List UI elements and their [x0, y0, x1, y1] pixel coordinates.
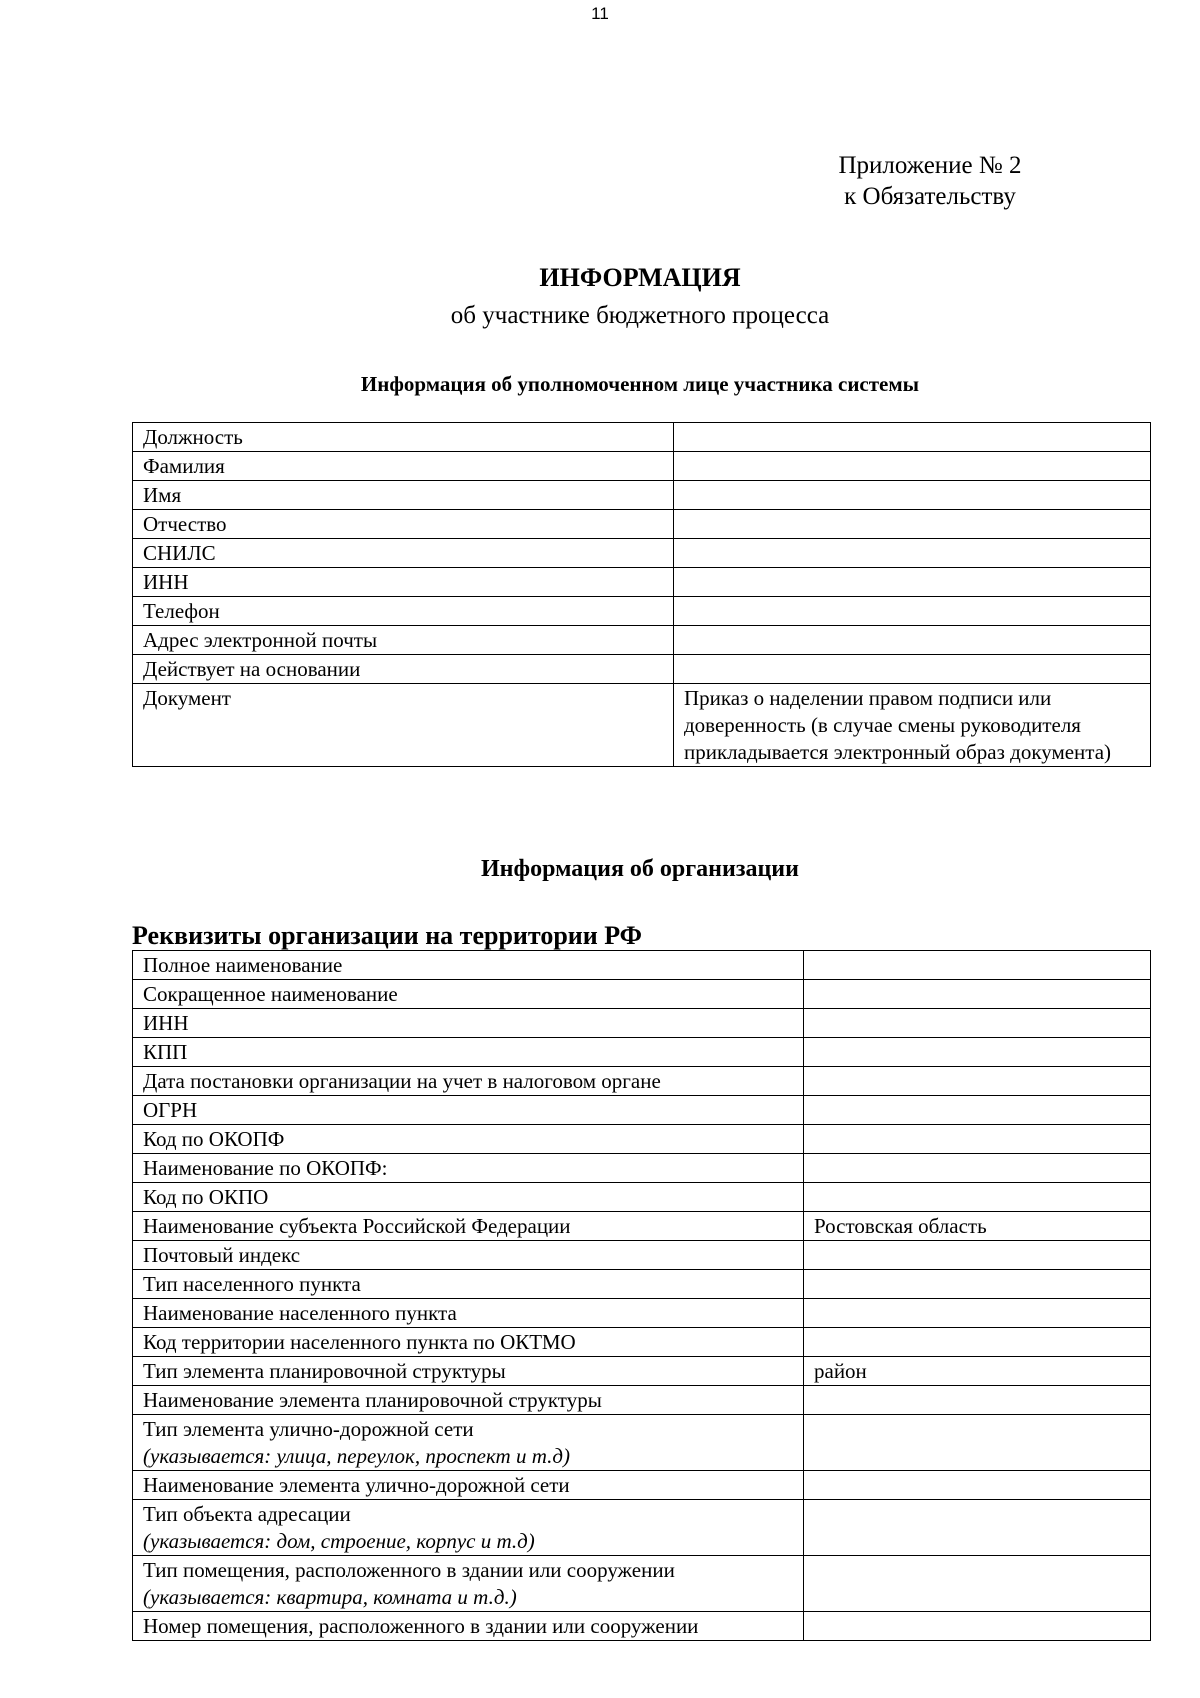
field-value	[674, 481, 1151, 510]
field-label: Отчество	[133, 510, 674, 539]
table-row	[133, 1009, 1151, 1038]
field-value	[804, 1500, 1151, 1556]
table-row	[133, 510, 1151, 539]
field-label: Документ	[133, 684, 674, 767]
field-label-cell	[133, 1009, 804, 1038]
field-value	[804, 1154, 1151, 1183]
table-row	[133, 1328, 1151, 1357]
table-row	[133, 1415, 1151, 1471]
field-value	[674, 423, 1151, 452]
field-label: Тип элемента планировочной структуры	[143, 1359, 506, 1383]
field-label: ОГРН	[143, 1098, 198, 1122]
field-note: (указывается: дом, строение, корпус и т.д)	[143, 1529, 535, 1553]
field-label: Код территории населенного пункта по ОКТМО	[143, 1330, 576, 1354]
field-value	[804, 1125, 1151, 1154]
field-value	[674, 539, 1151, 568]
field-label-cell	[133, 980, 804, 1009]
field-label-cell	[133, 1328, 804, 1357]
field-label-cell	[133, 1299, 804, 1328]
table-row	[133, 481, 1151, 510]
table-row	[133, 1612, 1151, 1641]
table-row	[133, 684, 1151, 767]
field-label-cell	[133, 1386, 804, 1415]
table-row	[133, 951, 1151, 980]
field-label-cell	[133, 1096, 804, 1125]
field-label: Тип элемента улично-дорожной сети	[143, 1417, 474, 1441]
field-value	[804, 1556, 1151, 1612]
authorized-person-table	[132, 422, 1151, 767]
field-label: Наименование по ОКОПФ:	[143, 1156, 388, 1180]
field-value	[804, 1183, 1151, 1212]
field-label: Наименование субъекта Российской Федерации	[143, 1214, 571, 1238]
field-label-cell	[133, 1500, 804, 1556]
field-label: Тип населенного пункта	[143, 1272, 361, 1296]
table-row	[133, 1154, 1151, 1183]
field-label-cell	[133, 1183, 804, 1212]
field-label-cell	[133, 1415, 804, 1471]
field-value	[804, 1241, 1151, 1270]
field-label: Код по ОКПО	[143, 1185, 269, 1209]
field-label: Полное наименование	[143, 953, 343, 977]
field-label-cell	[133, 1270, 804, 1299]
field-label-cell	[133, 1241, 804, 1270]
field-label: Должность	[133, 423, 674, 452]
field-label: КПП	[143, 1040, 188, 1064]
field-label: Дата постановки организации на учет в налоговом органе	[143, 1069, 661, 1093]
field-label: СНИЛС	[133, 539, 674, 568]
table-row	[133, 655, 1151, 684]
appendix-line-1: Приложение № 2	[838, 152, 1022, 179]
table-row	[133, 626, 1151, 655]
field-value	[674, 597, 1151, 626]
field-value	[804, 1299, 1151, 1328]
appendix-header	[800, 150, 1060, 212]
field-label-cell	[133, 1154, 804, 1183]
field-value	[804, 1270, 1151, 1299]
field-label: Наименование элемента планировочной структуры	[143, 1388, 602, 1412]
field-value	[804, 1096, 1151, 1125]
field-label-cell	[133, 1612, 804, 1641]
field-label: Фамилия	[133, 452, 674, 481]
table-row	[133, 1038, 1151, 1067]
field-label: Имя	[133, 481, 674, 510]
field-value	[674, 626, 1151, 655]
field-label: ИНН	[133, 568, 674, 597]
table-row	[133, 1096, 1151, 1125]
field-label: Код по ОКОПФ	[143, 1127, 285, 1151]
field-label-cell	[133, 1125, 804, 1154]
table-row	[133, 539, 1151, 568]
field-value	[804, 1612, 1151, 1641]
table-row	[133, 1556, 1151, 1612]
field-label-cell	[133, 1067, 804, 1096]
field-label: Сокращенное наименование	[143, 982, 398, 1006]
page-number: 11	[591, 4, 609, 23]
field-label: ИНН	[143, 1011, 189, 1035]
field-value	[804, 1009, 1151, 1038]
field-label: Действует на основании	[133, 655, 674, 684]
organization-requisites-table	[132, 950, 1151, 1641]
appendix-line-2: к Обязательству	[844, 183, 1016, 210]
field-label: Тип объекта адресации	[143, 1502, 351, 1526]
field-note: (указывается: улица, переулок, проспект и т.д)	[143, 1444, 570, 1468]
field-label-cell	[133, 1357, 804, 1386]
table-row	[133, 980, 1151, 1009]
field-label: Телефон	[133, 597, 674, 626]
table-row	[133, 1067, 1151, 1096]
field-label: Номер помещения, расположенного в здании или сооружении	[143, 1614, 699, 1638]
field-value	[804, 1328, 1151, 1357]
table-row	[133, 1270, 1151, 1299]
field-value	[674, 568, 1151, 597]
organization-heading: Информация об организации	[481, 856, 799, 882]
table-row	[133, 1357, 1151, 1386]
table-row	[133, 452, 1151, 481]
field-value	[804, 1067, 1151, 1096]
authorized-person-heading: Информация об уполномоченном лице участника системы	[360, 372, 920, 396]
field-value	[674, 655, 1151, 684]
table-row	[133, 1386, 1151, 1415]
field-value	[804, 1415, 1151, 1471]
field-label-cell	[133, 951, 804, 980]
field-value	[804, 980, 1151, 1009]
field-note: (указывается: квартира, комната и т.д.)	[143, 1585, 517, 1609]
table-row	[133, 1125, 1151, 1154]
table-row	[133, 597, 1151, 626]
table-row	[133, 1500, 1151, 1556]
table-row	[133, 1212, 1151, 1241]
field-label-cell	[133, 1038, 804, 1067]
field-label-cell	[133, 1556, 804, 1612]
table-row	[133, 423, 1151, 452]
field-label-cell	[133, 1212, 804, 1241]
document-subtitle: об участнике бюджетного процесса	[450, 302, 830, 329]
table-row	[133, 1299, 1151, 1328]
field-label: Наименование элемента улично-дорожной сети	[143, 1473, 570, 1497]
field-value	[804, 1386, 1151, 1415]
field-value: район	[804, 1357, 1151, 1386]
field-value	[804, 1038, 1151, 1067]
field-value	[674, 510, 1151, 539]
field-label: Тип помещения, расположенного в здании или сооружении	[143, 1558, 675, 1582]
table-row	[133, 1183, 1151, 1212]
table-row	[133, 568, 1151, 597]
field-value: Приказ о наделении правом подписи или доверенность (в случае смены руководителя прикладывается электронный образ документа)	[674, 684, 1151, 767]
requisites-heading: Реквизиты организации на территории РФ	[132, 921, 643, 950]
table-row	[133, 1241, 1151, 1270]
field-label: Почтовый индекс	[143, 1243, 301, 1267]
field-label: Адрес электронной почты	[133, 626, 674, 655]
document-title: ИНФОРМАЦИЯ	[539, 263, 741, 292]
table-row	[133, 1471, 1151, 1500]
field-value	[804, 1471, 1151, 1500]
field-value: Ростовская область	[804, 1212, 1151, 1241]
field-value	[804, 951, 1151, 980]
field-label-cell	[133, 1471, 804, 1500]
field-label: Наименование населенного пункта	[143, 1301, 457, 1325]
field-value	[674, 452, 1151, 481]
